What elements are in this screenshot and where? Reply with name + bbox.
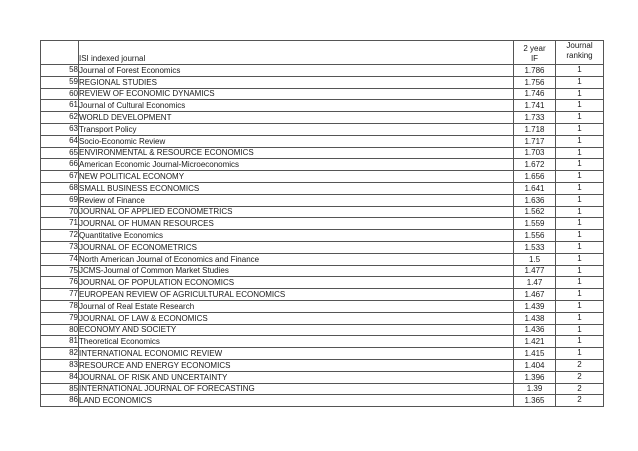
journal-rank: 1 (556, 218, 604, 230)
impact-factor: 1.559 (514, 218, 556, 230)
row-number: 67 (41, 171, 79, 183)
table-row (41, 359, 604, 371)
journal-name: RESOURCE AND ENERGY ECONOMICS (79, 359, 514, 371)
header-journal-label: ISI indexed journal (79, 54, 146, 63)
journal-rank: 1 (556, 289, 604, 301)
row-number: 72 (41, 230, 79, 242)
journal-rank: 1 (556, 194, 604, 206)
row-number: 64 (41, 135, 79, 147)
table-row (41, 123, 604, 135)
journal-rank: 1 (556, 348, 604, 360)
row-number: 76 (41, 277, 79, 289)
table-row (41, 194, 604, 206)
impact-factor: 1.672 (514, 159, 556, 171)
table-row (41, 348, 604, 360)
impact-factor: 1.396 (514, 371, 556, 383)
impact-factor: 1.365 (514, 395, 556, 407)
journal-rank: 1 (556, 206, 604, 218)
impact-factor: 1.703 (514, 147, 556, 159)
row-number: 73 (41, 241, 79, 253)
journal-rank: 1 (556, 65, 604, 77)
row-number: 71 (41, 218, 79, 230)
row-number: 68 (41, 182, 79, 194)
journal-name: LAND ECONOMICS (79, 395, 514, 407)
table-row (41, 206, 604, 218)
impact-factor: 1.756 (514, 76, 556, 88)
journal-rank: 1 (556, 135, 604, 147)
impact-factor: 1.439 (514, 300, 556, 312)
impact-factor: 1.39 (514, 383, 556, 395)
header-rank-cell (556, 41, 604, 65)
impact-factor: 1.636 (514, 194, 556, 206)
impact-factor: 1.656 (514, 171, 556, 183)
journal-rank: 1 (556, 265, 604, 277)
journal-name: American Economic Journal-Microeconomics (79, 159, 514, 171)
journal-name: Review of Finance (79, 194, 514, 206)
impact-factor: 1.741 (514, 100, 556, 112)
header-rank-line2: ranking (566, 51, 593, 60)
impact-factor: 1.47 (514, 277, 556, 289)
table-row (41, 371, 604, 383)
journal-name: ENVIRONMENTAL & RESOURCE ECONOMICS (79, 147, 514, 159)
table-row (41, 312, 604, 324)
journal-rank: 1 (556, 241, 604, 253)
impact-factor: 1.562 (514, 206, 556, 218)
journal-rank: 1 (556, 112, 604, 124)
impact-factor: 1.718 (514, 123, 556, 135)
journal-rank: 1 (556, 253, 604, 265)
impact-factor: 1.404 (514, 359, 556, 371)
table-row (41, 112, 604, 124)
journal-rank: 1 (556, 182, 604, 194)
journal-rank: 1 (556, 159, 604, 171)
table-row (41, 76, 604, 88)
journal-name: Journal of Cultural Economics (79, 100, 514, 112)
journal-name: WORLD DEVELOPMENT (79, 112, 514, 124)
impact-factor: 1.786 (514, 65, 556, 77)
header-journal-cell (79, 41, 514, 65)
journal-rank: 1 (556, 324, 604, 336)
journal-rank: 1 (556, 230, 604, 242)
journal-name: Journal of Forest Economics (79, 65, 514, 77)
header-num-cell (41, 41, 79, 65)
table-header-row (41, 41, 604, 65)
row-number: 70 (41, 206, 79, 218)
row-number: 80 (41, 324, 79, 336)
journal-ranking-table (40, 40, 604, 407)
journal-name: Socio-Economic Review (79, 135, 514, 147)
journal-rank: 1 (556, 123, 604, 135)
row-number: 82 (41, 348, 79, 360)
journal-rank: 1 (556, 312, 604, 324)
journal-rank: 2 (556, 395, 604, 407)
table-row (41, 182, 604, 194)
table-row (41, 336, 604, 348)
row-number: 62 (41, 112, 79, 124)
table-row (41, 383, 604, 395)
table-row (41, 324, 604, 336)
impact-factor: 1.641 (514, 182, 556, 194)
impact-factor: 1.746 (514, 88, 556, 100)
table-row (41, 300, 604, 312)
impact-factor: 1.477 (514, 265, 556, 277)
table-row (41, 100, 604, 112)
row-number: 78 (41, 300, 79, 312)
header-rank-line1: Journal (566, 41, 593, 50)
journal-rank: 1 (556, 147, 604, 159)
row-number: 65 (41, 147, 79, 159)
row-number: 79 (41, 312, 79, 324)
impact-factor: 1.533 (514, 241, 556, 253)
journal-rank: 1 (556, 277, 604, 289)
journal-name: JOURNAL OF APPLIED ECONOMETRICS (79, 206, 514, 218)
table-row (41, 88, 604, 100)
table-row (41, 147, 604, 159)
table-row (41, 241, 604, 253)
journal-name: EUROPEAN REVIEW OF AGRICULTURAL ECONOMICS (79, 289, 514, 301)
impact-factor: 1.467 (514, 289, 556, 301)
table-row (41, 171, 604, 183)
journal-name: ECONOMY AND SOCIETY (79, 324, 514, 336)
journal-name: JOURNAL OF RISK AND UNCERTAINTY (79, 371, 514, 383)
journal-rank: 1 (556, 300, 604, 312)
header-if-line2: IF (530, 54, 539, 63)
row-number: 58 (41, 65, 79, 77)
journal-rank: 2 (556, 371, 604, 383)
journal-rank: 1 (556, 100, 604, 112)
table-row (41, 265, 604, 277)
impact-factor: 1.436 (514, 324, 556, 336)
journal-name: North American Journal of Economics and Finance (79, 253, 514, 265)
row-number: 60 (41, 88, 79, 100)
row-number: 81 (41, 336, 79, 348)
journal-rank: 1 (556, 171, 604, 183)
row-number: 59 (41, 76, 79, 88)
journal-rank: 1 (556, 88, 604, 100)
journal-name: Transport Policy (79, 123, 514, 135)
journal-name: Quantitative Economics (79, 230, 514, 242)
row-number: 85 (41, 383, 79, 395)
journal-rank: 2 (556, 359, 604, 371)
row-number: 66 (41, 159, 79, 171)
table-row (41, 395, 604, 407)
table-row (41, 65, 604, 77)
journal-name: JCMS-Journal of Common Market Studies (79, 265, 514, 277)
row-number: 77 (41, 289, 79, 301)
header-if-line1: 2 year (523, 44, 546, 53)
table-row (41, 230, 604, 242)
journal-name: NEW POLITICAL ECONOMY (79, 171, 514, 183)
table-row (41, 159, 604, 171)
impact-factor: 1.733 (514, 112, 556, 124)
row-number: 74 (41, 253, 79, 265)
impact-factor: 1.438 (514, 312, 556, 324)
journal-name: REGIONAL STUDIES (79, 76, 514, 88)
table-row (41, 218, 604, 230)
table-row (41, 277, 604, 289)
journal-name: JOURNAL OF LAW & ECONOMICS (79, 312, 514, 324)
impact-factor: 1.421 (514, 336, 556, 348)
row-number: 84 (41, 371, 79, 383)
table-row (41, 135, 604, 147)
journal-name: REVIEW OF ECONOMIC DYNAMICS (79, 88, 514, 100)
header-if-cell (514, 41, 556, 65)
impact-factor: 1.415 (514, 348, 556, 360)
journal-name: JOURNAL OF HUMAN RESOURCES (79, 218, 514, 230)
impact-factor: 1.5 (514, 253, 556, 265)
row-number: 63 (41, 123, 79, 135)
row-number: 75 (41, 265, 79, 277)
row-number: 83 (41, 359, 79, 371)
journal-name: INTERNATIONAL JOURNAL OF FORECASTING (79, 383, 514, 395)
journal-name: INTERNATIONAL ECONOMIC REVIEW (79, 348, 514, 360)
journal-rank: 1 (556, 76, 604, 88)
journal-name: SMALL BUSINESS ECONOMICS (79, 182, 514, 194)
table-row (41, 289, 604, 301)
table-body (41, 41, 604, 407)
journal-name: JOURNAL OF ECONOMETRICS (79, 241, 514, 253)
journal-rank: 2 (556, 383, 604, 395)
row-number: 61 (41, 100, 79, 112)
journal-name: Journal of Real Estate Research (79, 300, 514, 312)
table-row (41, 253, 604, 265)
journal-rank: 1 (556, 336, 604, 348)
impact-factor: 1.717 (514, 135, 556, 147)
row-number: 86 (41, 395, 79, 407)
journal-name: JOURNAL OF POPULATION ECONOMICS (79, 277, 514, 289)
impact-factor: 1.556 (514, 230, 556, 242)
journal-name: Theoretical Economics (79, 336, 514, 348)
row-number: 69 (41, 194, 79, 206)
